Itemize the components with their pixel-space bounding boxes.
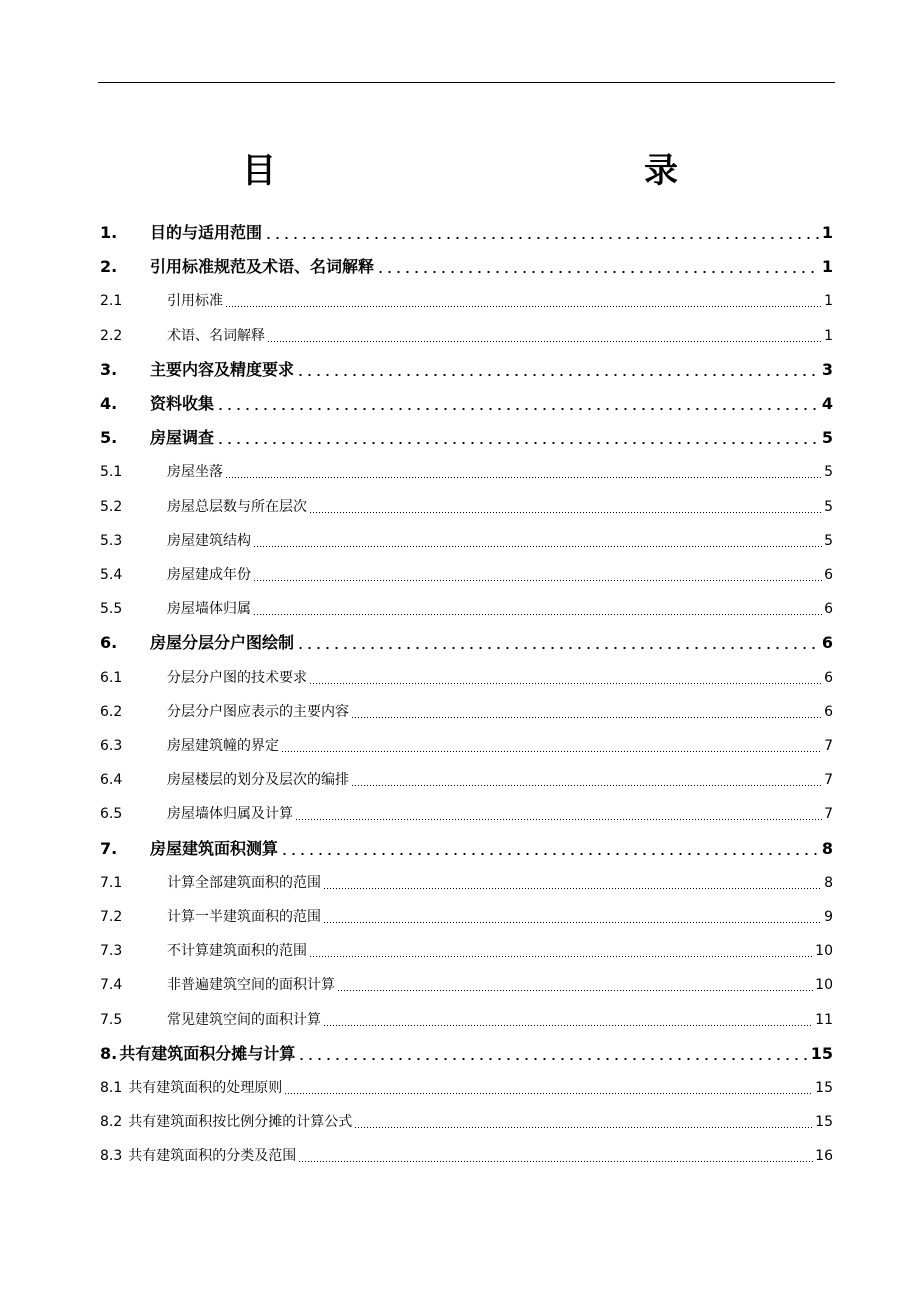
toc-dot-leader bbox=[323, 907, 822, 927]
toc-entry-number: 2.2 bbox=[100, 327, 123, 344]
toc-page-number: 8 bbox=[824, 874, 833, 891]
toc-page-number: 7 bbox=[824, 806, 833, 823]
toc-dot-leader bbox=[296, 633, 820, 653]
toc-entry[interactable] bbox=[100, 796, 833, 824]
toc-entry-number: 6.2 bbox=[100, 703, 123, 720]
toc-entry[interactable] bbox=[100, 899, 833, 927]
toc-dot-leader bbox=[376, 257, 820, 277]
toc-entry-title: 主要内容及精度要求 bbox=[150, 359, 295, 379]
toc-entry-title: 非普遍建筑空间的面积计算 bbox=[167, 977, 335, 994]
toc-entry-title: 分层分户图应表示的主要内容 bbox=[167, 703, 349, 720]
toc-page-number: 5 bbox=[824, 464, 833, 481]
toc-entry[interactable] bbox=[100, 762, 833, 790]
toc-entry-title: 房屋墙体归属及计算 bbox=[167, 806, 293, 823]
toc-entry-title: 共有建筑面积分摊与计算 bbox=[119, 1043, 296, 1063]
toc-dot-leader bbox=[323, 1010, 813, 1030]
toc-entry-title: 房屋建筑幢的界定 bbox=[167, 738, 279, 754]
toc-entry[interactable] bbox=[100, 1138, 833, 1166]
toc-entry-number: 1. bbox=[100, 223, 118, 242]
toc-entry-number: 7.3 bbox=[100, 943, 123, 960]
toc-dot-leader bbox=[253, 599, 822, 619]
toc-entry[interactable] bbox=[100, 865, 833, 893]
toc-dot-leader bbox=[253, 531, 822, 551]
toc-page-number: 1 bbox=[824, 293, 833, 310]
toc-dot-leader bbox=[295, 804, 822, 824]
toc-page-number: 15 bbox=[815, 1080, 833, 1096]
toc-dot-leader bbox=[280, 839, 820, 859]
toc-entry-title: 房屋分层分户图绘制 bbox=[150, 633, 295, 653]
toc-entry[interactable] bbox=[100, 660, 833, 688]
toc-entry[interactable] bbox=[100, 352, 833, 380]
toc-dot-leader bbox=[323, 873, 822, 893]
toc-page-number: 6 bbox=[824, 669, 833, 686]
toc-entry-title: 共有建筑面积按比例分摊的计算公式 bbox=[128, 1114, 353, 1131]
toc-entry-title: 术语、名词解释 bbox=[167, 327, 265, 344]
toc-entry-number: 5.2 bbox=[100, 498, 123, 515]
toc-entry-number: 4. bbox=[100, 394, 118, 413]
toc-entry[interactable] bbox=[100, 454, 833, 482]
toc-entry-title: 常见建筑空间的面积计算 bbox=[167, 1011, 321, 1028]
toc-dot-leader bbox=[298, 1146, 813, 1166]
toc-entry-number: 7. bbox=[100, 838, 118, 858]
toc-entry-number: 6. bbox=[100, 633, 118, 653]
toc-entry-title: 房屋建筑面积测算 bbox=[150, 838, 279, 858]
toc-dot-leader bbox=[354, 1112, 813, 1132]
toc-page-number: 7 bbox=[824, 772, 833, 789]
toc-entry-title: 房屋调查 bbox=[150, 428, 215, 448]
toc-dot-leader bbox=[309, 941, 813, 961]
toc-dot-leader bbox=[351, 770, 822, 790]
toc-entry[interactable] bbox=[100, 728, 833, 756]
toc-entry-number: 7.4 bbox=[100, 977, 123, 994]
toc-entry-number: 7.1 bbox=[100, 874, 123, 891]
toc-page-number: 10 bbox=[815, 943, 833, 960]
toc-entry-title: 分层分户图的技术要求 bbox=[167, 669, 307, 686]
toc-page-number: 4 bbox=[821, 394, 833, 413]
toc-page-number: 7 bbox=[824, 738, 833, 754]
page-title: 目 录 bbox=[242, 151, 778, 191]
toc-entry[interactable] bbox=[100, 625, 833, 653]
toc-entry-title: 房屋楼层的划分及层次的编排 bbox=[167, 772, 349, 789]
toc-entry-number: 5.5 bbox=[100, 601, 123, 618]
toc-page-number: 3 bbox=[821, 359, 833, 379]
toc-dot-leader bbox=[281, 736, 822, 756]
toc-entry-title: 房屋建筑结构 bbox=[167, 532, 251, 549]
toc-entry-number: 5.3 bbox=[100, 532, 123, 549]
toc-page-number: 6 bbox=[821, 633, 833, 653]
toc-entry[interactable] bbox=[100, 215, 833, 243]
toc-entry-number: 8. bbox=[100, 1043, 118, 1063]
toc-page-number: 15 bbox=[815, 1114, 833, 1131]
toc-page-number: 10 bbox=[815, 977, 833, 994]
toc-entry-number: 7.2 bbox=[100, 909, 123, 925]
toc-entry-title: 房屋墙体归属 bbox=[167, 601, 251, 618]
toc-entry-number: 3. bbox=[100, 359, 118, 379]
toc-entry-number: 8.3 bbox=[100, 1148, 123, 1165]
toc-entry[interactable] bbox=[100, 694, 833, 722]
toc-entry-number: 2.1 bbox=[100, 293, 123, 310]
toc-dot-leader bbox=[297, 1044, 809, 1064]
toc-page-number: 6 bbox=[824, 567, 833, 583]
toc-entry[interactable] bbox=[100, 967, 833, 995]
toc-entry-number: 6.5 bbox=[100, 806, 123, 823]
toc-page-number: 1 bbox=[824, 327, 833, 344]
toc-dot-leader bbox=[216, 428, 820, 448]
toc-entry-title: 房屋坐落 bbox=[167, 464, 223, 481]
toc-page-number: 5 bbox=[821, 428, 833, 448]
toc-entry-title: 房屋建成年份 bbox=[167, 567, 251, 583]
toc-entry[interactable] bbox=[100, 1070, 833, 1098]
toc-dot-leader bbox=[337, 975, 813, 995]
toc-entry-number: 8.1 bbox=[100, 1080, 123, 1096]
toc-entry-title: 计算一半建筑面积的范围 bbox=[167, 909, 321, 925]
toc-entry-title: 资料收集 bbox=[150, 394, 215, 413]
toc-page-number: 15 bbox=[810, 1043, 833, 1063]
toc-entry-number: 8.2 bbox=[100, 1114, 123, 1131]
toc-entry[interactable] bbox=[100, 420, 833, 448]
toc-dot-leader bbox=[309, 497, 822, 517]
toc-dot-leader bbox=[225, 291, 822, 311]
toc-entry[interactable] bbox=[100, 933, 833, 961]
toc-entry-title: 不计算建筑面积的范围 bbox=[167, 943, 307, 960]
toc-dot-leader bbox=[216, 394, 820, 414]
toc-page-number: 5 bbox=[824, 532, 833, 549]
toc-entry[interactable] bbox=[100, 591, 833, 619]
toc-page-number: 1 bbox=[821, 257, 833, 277]
toc-entry[interactable] bbox=[100, 831, 833, 859]
toc-dot-leader bbox=[253, 565, 822, 585]
toc-entry-title: 房屋总层数与所在层次 bbox=[167, 498, 307, 515]
toc-entry-title: 引用标准 bbox=[167, 293, 223, 310]
toc-page-number: 1 bbox=[821, 223, 833, 242]
toc-entry-title: 计算全部建筑面积的范围 bbox=[167, 874, 321, 891]
toc-page-number: 8 bbox=[821, 838, 833, 858]
toc-page-number: 6 bbox=[824, 601, 833, 618]
toc-entry[interactable] bbox=[100, 249, 833, 277]
toc-entry[interactable] bbox=[100, 557, 833, 585]
toc-entry[interactable] bbox=[100, 523, 833, 551]
toc-dot-leader bbox=[267, 326, 822, 346]
toc-entry-number: 6.1 bbox=[100, 669, 123, 686]
toc-page-number: 6 bbox=[824, 703, 833, 720]
toc-entry-title: 共有建筑面积的分类及范围 bbox=[128, 1148, 297, 1165]
toc-dot-leader bbox=[296, 360, 820, 380]
toc-entry-number: 6.3 bbox=[100, 738, 123, 754]
toc-entry-number: 6.4 bbox=[100, 772, 123, 789]
toc-page-number: 11 bbox=[815, 1011, 833, 1028]
toc-page-number: 9 bbox=[824, 909, 833, 925]
toc-dot-leader bbox=[351, 702, 822, 722]
toc-page-number: 16 bbox=[815, 1148, 833, 1165]
toc-entry-title: 目的与适用范围 bbox=[150, 223, 263, 242]
toc-entry[interactable] bbox=[100, 318, 833, 346]
toc-entry[interactable] bbox=[100, 1002, 833, 1030]
toc-entry-number: 5.1 bbox=[100, 464, 123, 481]
toc-entry-number: 5. bbox=[100, 428, 118, 448]
toc-entry-number: 5.4 bbox=[100, 567, 123, 583]
toc-entry[interactable] bbox=[100, 1036, 833, 1064]
toc-dot-leader bbox=[264, 223, 820, 243]
toc-entry-title: 引用标准规范及术语、名词解释 bbox=[150, 257, 375, 277]
toc-entry[interactable] bbox=[100, 489, 833, 517]
toc-entry-number: 2. bbox=[100, 257, 118, 277]
toc-entry-number: 7.5 bbox=[100, 1011, 123, 1028]
toc-page-number: 5 bbox=[824, 498, 833, 515]
toc-dot-leader bbox=[309, 668, 822, 688]
toc-entry[interactable] bbox=[100, 1104, 833, 1132]
toc-dot-leader bbox=[225, 462, 822, 482]
toc-entry[interactable] bbox=[100, 283, 833, 311]
toc-entry[interactable] bbox=[100, 386, 833, 414]
toc-dot-leader bbox=[284, 1078, 813, 1098]
toc-entry-title: 共有建筑面积的处理原则 bbox=[128, 1080, 283, 1096]
